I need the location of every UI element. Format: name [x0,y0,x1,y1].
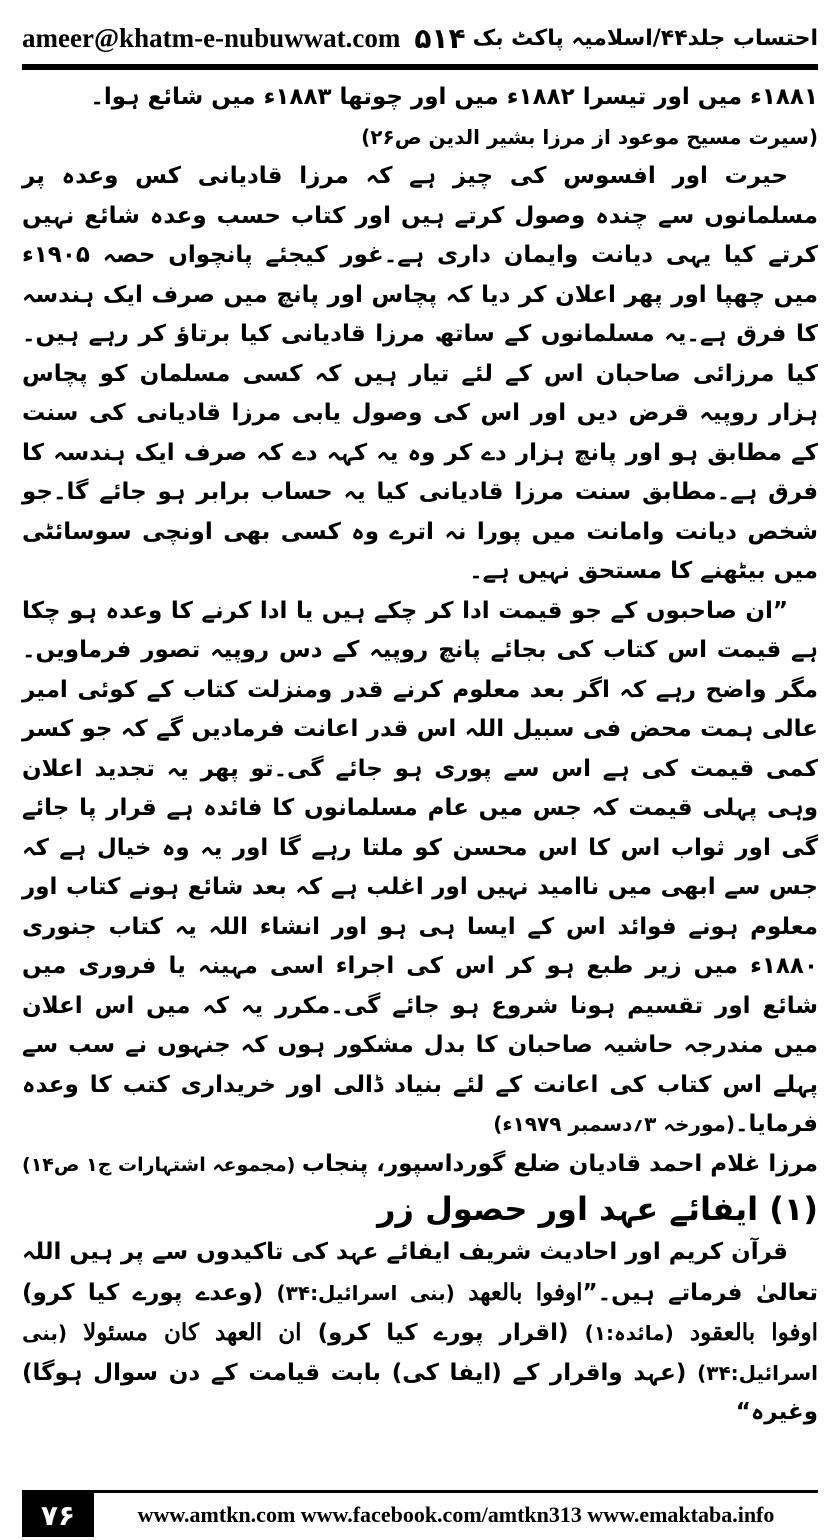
translation: (وعدے پورے کیا کرو) [22,1279,264,1306]
header-left [22,22,466,55]
quote-date: (مورخہ ۳؍دسمبر ۱۹۷۹ء) [493,1112,735,1136]
paragraph [22,1233,818,1433]
footer-urls: www.amtkn.com www.facebook.com/amtkn313 www.emaktaba.info [137,1502,775,1527]
intro-text: قرآن کریم اور احادیث شریف ایفائے عہد کی تاکیدوں سے پر ہیں اللہ تعالیٰ فرماتے ہیں۔” [22,1239,818,1306]
ayah: اوفوا بالعھد [468,1278,583,1306]
text-line: ۱۸۸۱ء میں اور تیسرا ۱۸۸۲ء میں اور چوتھا ۱۸۸۳ء میں شائع ہوا۔ [90,84,818,110]
ayah-ref: (بنی اسرائیل:۳۴) [22,1321,818,1385]
citation: (سیرت مسیح موعود از مرزا بشیر الدین ص۲۶) [361,124,818,149]
running-title: احتساب جلد۴۴/اسلامیہ پاکٹ بک [472,25,818,51]
page-footer [22,1490,818,1537]
header-rule [22,64,818,70]
paragraph: حیرت اور افسوس کی چیز ہے کہ مرزا قادیانی کس وعدہ پر مسلمانوں سے چندہ وصول کرتے ہیں اور کتاب حسب وعدہ شائع نہیں کرتے کیا یہی دیانت وایمان داری ہے۔غور کیجئے پانچواں حصہ ۱۹۰۵ء میں چھپا اور پھر اعلان کر دیا کہ پچاس اور پانچ میں صرف ایک ہندسہ کا فرق ہے۔یہ مسلمانوں کے ساتھ مرزا قادیانی کیا برتاؤ کر رہے ہیں۔کیا مرزائی صاحبان اس کے لئے تیار ہیں کہ کسی مسلمان کو پچاس ہزار روپیہ قرض دیں اور اس کی وصول یابی مرزا قادیانی کی سنت کے مطابق ہو اور پانچ ہزار دے کر وہ یہ کہہ دے کہ صرف ایک ہندسہ کا فرق ہے۔مطابق سنت مرزا قادیانی کیا یہ حساب برابر ہو جائے گا۔جو شخص دیانت وامانت میں پورا نہ اترے وہ کسی بھی اونچی سوسائٹی میں بیٹھنے کا مستحق نہیں ہے۔ [22,163,818,584]
ayah: ان العھد کان مسئولا [83,1319,302,1346]
section-heading: (۱) ایفائے عہد اور حصول زر [377,1190,818,1228]
signature-ref: (مجموعہ اشتہارات ج۱ ص۱۴) [22,1153,296,1176]
quote-text: ”ان صاحبوں کے جو قیمت ادا کر چکے ہیں یا ادا کرنے کا وعدہ ہو چکا ہے قیمت اس کتاب کی بجائے پانچ روپیہ کے دس روپیہ تصور فرماویں۔مگر واضح رہے کہ اگر بعد معلوم کرنے قدر ومنزلت کتاب کے کوئی امیر عالی ہمت محض فی سبیل اللہ اس قدر اعانت فرمادیں گے کہ جو کسر کمی قیمت کی ہے اس سے پوری ہو جائے گی۔تو پھر یہ تجدید اعلان وہی پہلی قیمت کہ جس میں عام مسلمانوں کا فائدہ ہے قرار پا جائے گی اور ثواب اس کا اس محسن کو ملتا رہے گا اور یہ وہ خیال ہے کہ جس سے ابھی میں ناامید نہیں اور اغلب ہے کہ بعد شائع ہونے کتاب اور معلوم ہونے فوائد اس کے ایسا ہی ہو اور انشاء اللہ یہ کتاب جنوری ۱۸۸۰ء میں زیر طبع ہو کر اس کی اجراء اسی مہینہ یا فروری میں شائع اور تقسیم ہونا شروع ہو جائے گی۔مکرر یہ کہ میں اس اعلان میں مندرجہ حاشیہ صاحبان کا بدل مشکور ہوں کہ جنہوں نے سب سے پہلے اس کتاب کی اعانت کے لئے بنیاد ڈالی اور خریداری کتب کا وعدہ فرمایا۔ [22,597,818,1137]
quote-paragraph [22,592,818,1145]
footer-page-number: ۷۶ [22,1493,94,1537]
signature-name: مرزا غلام احمد قادیان ضلع گورداسپور، پنجاب [301,1150,818,1177]
ayah-ref: (بنی اسرائیل:۳۴) [276,1280,455,1305]
header-email: ameer@khatm-e-nubuwwat.com [22,22,401,53]
signature-row [22,1145,818,1186]
page-body [22,78,818,1433]
page-header [22,18,818,58]
ayah: اوفوا بالعقود [689,1319,819,1346]
translation: (اقرار پورے کیا کرو) [317,1320,569,1346]
ayah-ref: (مائدہ:۱) [584,1321,674,1345]
header-page-number: ۵۱۴ [414,21,466,55]
translation: (عہد واقرار کے (ایفا کی) بابت قیامت کے دن سوال ہوگا) وغیرہ“ [22,1359,818,1425]
